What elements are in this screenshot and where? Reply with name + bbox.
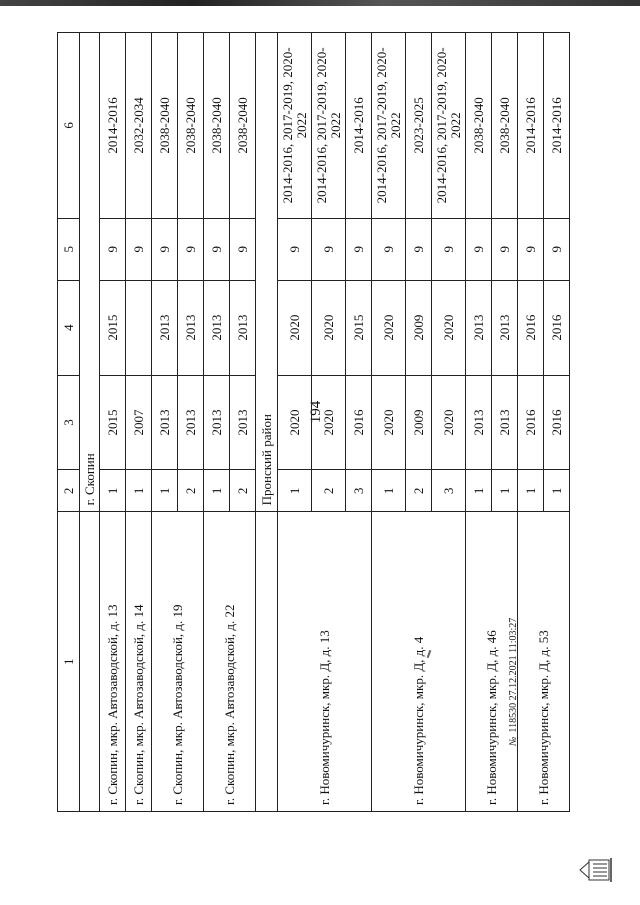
table-cell: 2014-2016 <box>346 33 372 219</box>
table-cell: 2016 <box>544 375 570 470</box>
table-cell: 9 <box>518 218 544 280</box>
table-cell: 2020 <box>432 375 466 470</box>
table-row <box>204 33 230 812</box>
table-cell: 2013 <box>492 280 518 375</box>
table-cell: 2 <box>312 470 346 512</box>
government-seal-icon <box>575 858 615 882</box>
scan-edge <box>0 0 640 6</box>
footer-text: 118530 27.12.2021 11:03:27 <box>508 617 519 733</box>
page-number: 194 <box>308 400 324 424</box>
table-cell: 9 <box>204 218 230 280</box>
header-row <box>58 33 80 812</box>
header-cell: 1 <box>58 512 80 812</box>
table-cell: 1 <box>518 470 544 512</box>
table-cell: 9 <box>406 218 432 280</box>
table-cell: 2020 <box>278 375 312 470</box>
table-cell: 2015 <box>100 375 126 470</box>
table-cell: 2009 <box>406 375 432 470</box>
table-cell: 1 <box>152 470 178 512</box>
table-cell: 2014-2016 <box>544 33 570 219</box>
table-cell: 2013 <box>230 280 256 375</box>
address-cell: г. Скопин, мкр. Автозаводской, д. 14 <box>126 512 152 812</box>
table-cell: 9 <box>372 218 406 280</box>
table-cell: 1 <box>100 470 126 512</box>
table-row <box>372 33 406 812</box>
table-cell: 1 <box>466 470 492 512</box>
table-cell: 2015 <box>100 280 126 375</box>
address-cell: г. Скопин, мкр. Автозаводской, д. 19 <box>152 512 204 812</box>
table-cell: 3 <box>346 470 372 512</box>
table-cell: 2013 <box>178 375 204 470</box>
schedule-table <box>57 32 570 812</box>
table-cell: 2013 <box>204 375 230 470</box>
table-row <box>278 33 312 812</box>
table-cell: 2014-2016 <box>100 33 126 219</box>
table-cell: 2016 <box>544 280 570 375</box>
table-cell: 2013 <box>152 280 178 375</box>
table-cell: 1 <box>544 470 570 512</box>
table-cell: 2020 <box>372 375 406 470</box>
address-cell: г. Скопин, мкр. Автозаводской, д. 22 <box>204 512 256 812</box>
table-cell: 2013 <box>466 280 492 375</box>
header-cell: 6 <box>58 33 80 219</box>
table-cell: 2016 <box>346 375 372 470</box>
table-row <box>100 33 126 812</box>
table-cell: 9 <box>492 218 518 280</box>
table-cell: 2 <box>230 470 256 512</box>
table-cell: 9 <box>126 218 152 280</box>
table-cell: 9 <box>278 218 312 280</box>
table-cell: 2032-2034 <box>126 33 152 219</box>
table-cell: 9 <box>178 218 204 280</box>
table-cell: 2038-2040 <box>492 33 518 219</box>
table-cell: 3 <box>432 470 466 512</box>
table-row <box>126 33 152 812</box>
table-cell: 2038-2040 <box>152 33 178 219</box>
header-cell: 5 <box>58 218 80 280</box>
table-cell: 2014-2016 <box>518 33 544 219</box>
section-row <box>80 33 100 812</box>
table-cell: 9 <box>432 218 466 280</box>
section-title: г. Скопин <box>80 33 100 512</box>
table-row <box>466 33 492 812</box>
table-cell: 2016 <box>518 280 544 375</box>
table-cell <box>126 280 152 375</box>
table-cell: 2 <box>406 470 432 512</box>
table-cell: 2014-2016, 2017-2019, 2020-2022 <box>312 33 346 219</box>
header-cell: 4 <box>58 280 80 375</box>
address-cell: г. Новомичуринск, мкр. Д, д. 46 <box>466 512 518 812</box>
table-cell: 1 <box>492 470 518 512</box>
table-cell: 2013 <box>466 375 492 470</box>
address-cell: г. Скопин, мкр. Автозаводской, д. 13 <box>100 512 126 812</box>
table-cell: 2009 <box>406 280 432 375</box>
table-cell: 9 <box>544 218 570 280</box>
table-cell: 2016 <box>518 375 544 470</box>
address-cell: г. Новомичуринск, мкр. Д, д. 4 <box>372 512 466 812</box>
document-footer <box>508 546 524 746</box>
table-cell: 2014-2016, 2017-2019, 2020-2022 <box>372 33 406 219</box>
table-cell: 1 <box>278 470 312 512</box>
table-cell: 2020 <box>278 280 312 375</box>
table-cell: 9 <box>466 218 492 280</box>
table-cell: 2014-2016, 2017-2019, 2020-2022 <box>432 33 466 219</box>
table-cell: 2020 <box>312 375 346 470</box>
table-cell: 2038-2040 <box>178 33 204 219</box>
table-cell: 9 <box>346 218 372 280</box>
table-cell: 2020 <box>372 280 406 375</box>
address-cell: г. Новомичуринск, мкр. Д, д. 13 <box>278 512 372 812</box>
table-cell: 2013 <box>152 375 178 470</box>
footer-mark: № <box>508 736 519 746</box>
table-row <box>152 33 178 812</box>
table-cell: 1 <box>372 470 406 512</box>
table-cell: 2013 <box>492 375 518 470</box>
section-row <box>256 33 278 812</box>
table-cell: 9 <box>312 218 346 280</box>
table-cell: 9 <box>230 218 256 280</box>
header-cell: 3 <box>58 375 80 470</box>
table-cell: 2 <box>178 470 204 512</box>
table-cell: 2023-2025 <box>406 33 432 219</box>
table-cell: 1 <box>126 470 152 512</box>
table-cell: 2020 <box>312 280 346 375</box>
table-cell: 2020 <box>432 280 466 375</box>
table-cell: 2015 <box>346 280 372 375</box>
table-cell: 2013 <box>178 280 204 375</box>
section-title: Пронский район <box>256 33 278 512</box>
table-cell: 2013 <box>204 280 230 375</box>
table-cell: 2013 <box>230 375 256 470</box>
address-cell: г. Новомичуринск, мкр. Д, д. 53 <box>518 512 570 812</box>
rotated-table-wrapper <box>57 32 567 812</box>
table-cell: 1 <box>204 470 230 512</box>
table-cell: 9 <box>152 218 178 280</box>
table-cell: 2038-2040 <box>466 33 492 219</box>
table-cell: 2014-2016, 2017-2019, 2020-2022 <box>278 33 312 219</box>
table-cell: 9 <box>100 218 126 280</box>
table-cell: 2007 <box>126 375 152 470</box>
header-cell: 2 <box>58 470 80 512</box>
table-cell: 2038-2040 <box>230 33 256 219</box>
table-cell: 2038-2040 <box>204 33 230 219</box>
